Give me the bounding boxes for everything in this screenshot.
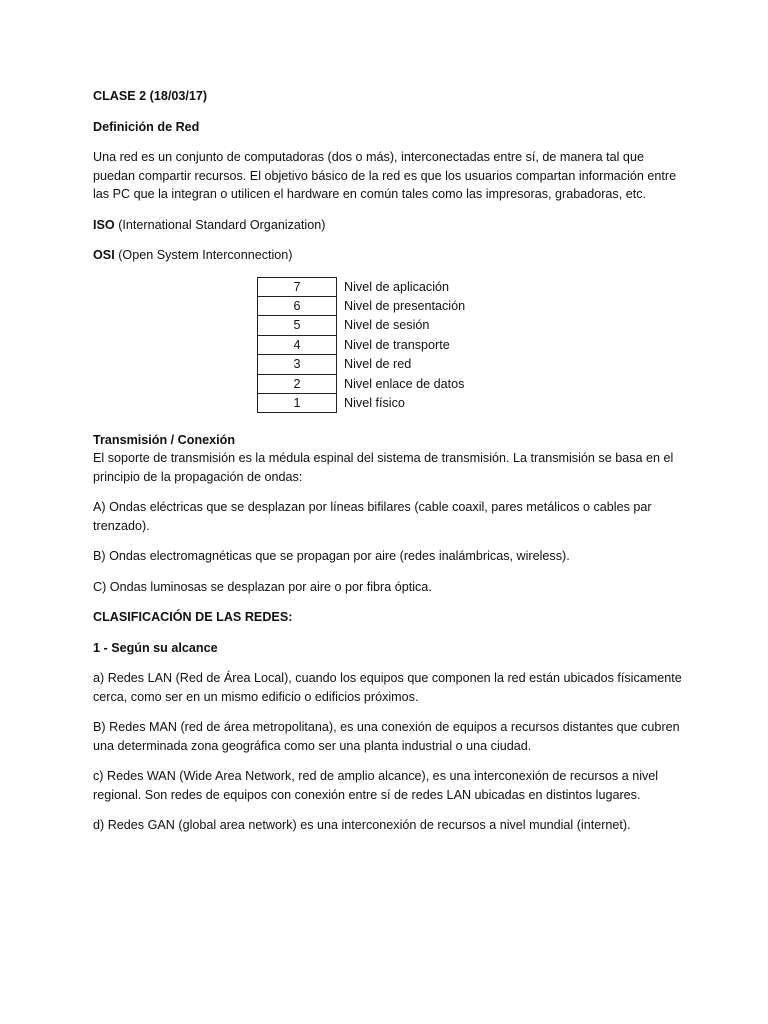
transmission-item: C) Ondas luminosas se desplazan por aire o por fibra óptica. [93, 579, 432, 594]
osi-layer-row [258, 374, 466, 393]
osi-layer-name: Nivel de aplicación [344, 279, 450, 294]
transmission-item: A) Ondas eléctricas que se desplazan por líneas bifilares (cable coaxil, pares metálicos o cables par trenzado). [93, 500, 652, 533]
osi-layer-row [258, 393, 466, 412]
osi-layer-number: 4 [258, 335, 337, 354]
osi-layer-name: Nivel de red [344, 357, 412, 372]
iso-text: (International Standard Organization) [114, 217, 326, 232]
classification-heading: CLASIFICACIÓN DE LAS REDES: [93, 610, 293, 624]
transmission-intro: El soporte de transmisión es la médula espinal del sistema de transmisión. La transmisión se basa en el principio de la propagación de ondas: [93, 451, 674, 484]
osi-text: (Open System Interconnection) [114, 248, 293, 262]
osi-layer-number: 6 [258, 296, 337, 315]
classification-item: c) Redes WAN (Wide Area Network, red de amplio alcance), es una interconexión de recursos a nivel regional. Son redes de equipos con conexión entre sí de redes LAN ubicadas en distintos lugares. [93, 769, 659, 802]
osi-layer-number: 2 [258, 374, 337, 393]
class-title: CLASE 2 (18/03/17) [93, 89, 208, 103]
transmission-item: B) Ondas electromagnéticas que se propagan por aire (redes inalámbricas, wireless). [93, 549, 570, 563]
iso-line [93, 216, 683, 235]
osi-line [93, 246, 683, 265]
iso-abbr: ISO [93, 217, 115, 232]
osi-layers-block [93, 277, 683, 413]
osi-layer-number: 3 [258, 355, 337, 374]
osi-layer-row [258, 296, 466, 315]
osi-layer-row [258, 277, 466, 296]
osi-layer-row [258, 316, 466, 335]
osi-layer-name: Nivel enlace de datos [344, 376, 465, 391]
definition-paragraph: Una red es un conjunto de computadoras (dos o más), interconectadas entre sí, de manera tal que puedan compartir recursos. El objetivo básico de la red es que los usuarios compartan información entre las PC que la integran o utilicen el hardware en común tales como las impresoras, grabadoras, etc. [93, 150, 677, 201]
definition-heading: Definición de Red [93, 119, 200, 134]
osi-layer-name: Nivel de sesión [344, 318, 430, 333]
osi-layer-number: 5 [258, 316, 337, 335]
osi-layer-number: 7 [258, 277, 337, 296]
classification-subheading: 1 - Según su alcance [93, 640, 218, 655]
classification-item: B) Redes MAN (red de área metropolitana), es una conexión de equipos a recursos distantes que cubren una determinada zona geográfica como ser una planta industrial o una ciudad. [93, 720, 680, 753]
osi-abbr: OSI [93, 248, 115, 262]
osi-layer-name: Nivel de transporte [344, 337, 450, 352]
osi-layers-table [257, 277, 466, 414]
osi-layer-name: Nivel de presentación [344, 298, 466, 313]
osi-layer-row [258, 355, 466, 374]
osi-layer-name: Nivel físico [344, 395, 405, 410]
transmission-heading: Transmisión / Conexión [93, 432, 236, 447]
classification-item: a) Redes LAN (Red de Área Local), cuando los equipos que componen la red están ubicados físicamente cerca, como ser en un mismo edificio o edificios próximos. [93, 671, 682, 704]
document-body [93, 87, 683, 847]
osi-layer-number: 1 [258, 393, 337, 412]
classification-item: d) Redes GAN (global area network) es una interconexión de recursos a nivel mundial (internet). [93, 818, 631, 832]
osi-layer-row [258, 335, 466, 354]
